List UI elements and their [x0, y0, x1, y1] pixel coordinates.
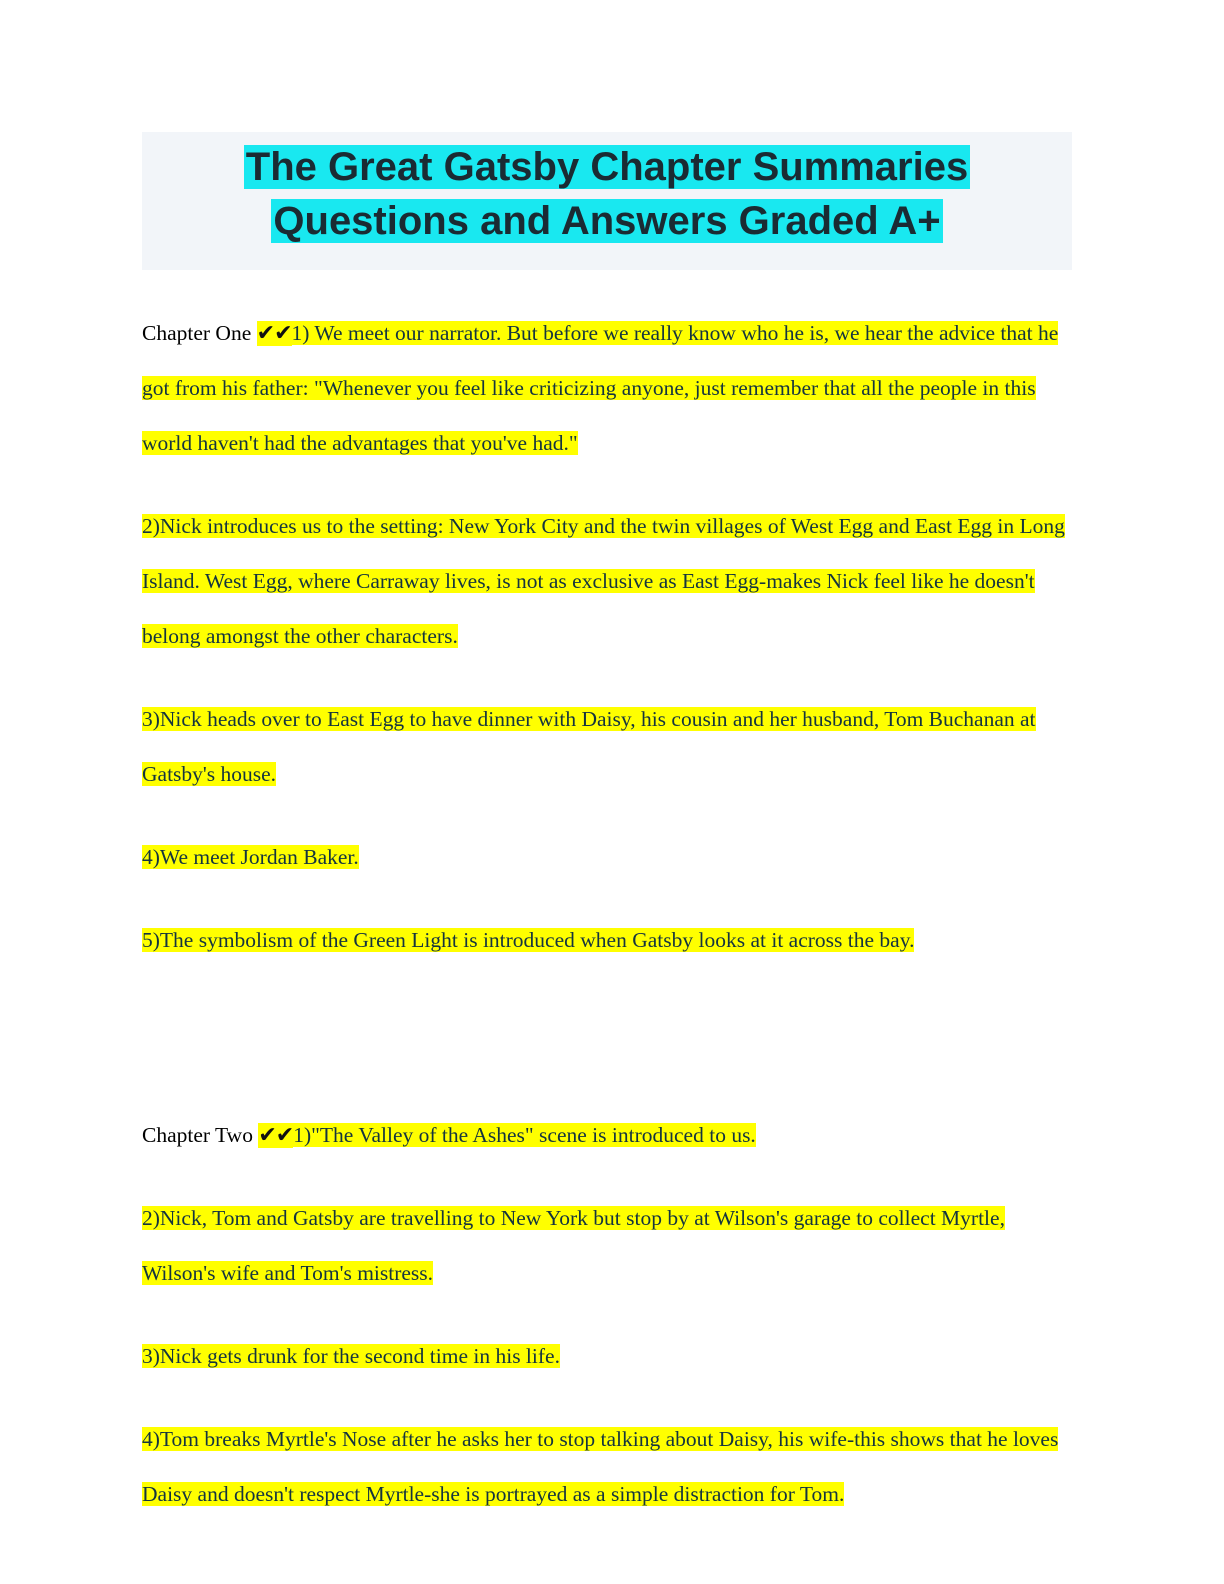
chapter-one-point-1: 1) We meet our narrator. But before we really know who he is, we hear the advice that he got from his father: "Whenever you feel like criticizing anyone, just remember that all the people in this world haven't had the advantages that you've had." [142, 321, 1059, 455]
chapter-two-paragraph-4 [142, 1412, 1072, 1522]
chapter-one-paragraph-3 [142, 692, 1072, 802]
chapter-two-point-3: 3)Nick gets drunk for the second time in his life. [142, 1344, 560, 1368]
check-mark-icon: ✔✔ [256, 321, 292, 346]
document-title-line-1-text: The Great Gatsby Chapter Summaries [245, 145, 969, 189]
document-title-block [142, 132, 1072, 270]
chapter-two-heading: Chapter Two [142, 1123, 259, 1147]
chapter-two-paragraph-3 [142, 1329, 1072, 1384]
chapter-one-heading: Chapter One [142, 321, 257, 345]
chapter-one-paragraph-2 [142, 499, 1072, 664]
chapter-one-paragraph-5 [142, 913, 1072, 968]
document-title-line-2-text: Questions and Answers Graded A+ [273, 199, 941, 243]
chapter-one-point-4: 4)We meet Jordan Baker. [142, 845, 359, 869]
chapter-two-paragraph-2 [142, 1191, 1072, 1301]
chapter-two-point-1: 1)"The Valley of the Ashes" scene is introduced to us. [293, 1123, 756, 1147]
chapter-one-paragraph-4 [142, 830, 1072, 885]
chapter-one-point-3: 3)Nick heads over to East Egg to have dinner with Daisy, his cousin and her husband, Tom Buchanan at Gatsby's house. [142, 707, 1036, 786]
document-title-line-1 [142, 140, 1072, 194]
chapter-two-point-4: 4)Tom breaks Myrtle's Nose after he asks her to stop talking about Daisy, his wife-this shows that he loves Daisy and doesn't respect Myrtle-she is portrayed as a simple distraction for Tom. [142, 1427, 1059, 1506]
document-title-line-2 [142, 194, 1072, 248]
section-spacer [142, 996, 1072, 1108]
chapter-two-first-paragraph [142, 1108, 1072, 1163]
check-mark-icon: ✔✔ [258, 1123, 294, 1148]
chapter-two-point-2: 2)Nick, Tom and Gatsby are travelling to New York but stop by at Wilson's garage to collect Myrtle, Wilson's wife and Tom's mistress. [142, 1206, 1005, 1285]
chapter-one-first-paragraph [142, 306, 1072, 471]
chapter-one-point-5: 5)The symbolism of the Green Light is introduced when Gatsby looks at it across the bay. [142, 928, 915, 952]
document-body [142, 306, 1072, 1550]
chapter-one-point-2: 2)Nick introduces us to the setting: New York City and the twin villages of West Egg and East Egg in Long Island. West Egg, where Carraway lives, is not as exclusive as East Egg-makes Nick feel like he doesn't belong amongst the other characters. [142, 514, 1065, 648]
